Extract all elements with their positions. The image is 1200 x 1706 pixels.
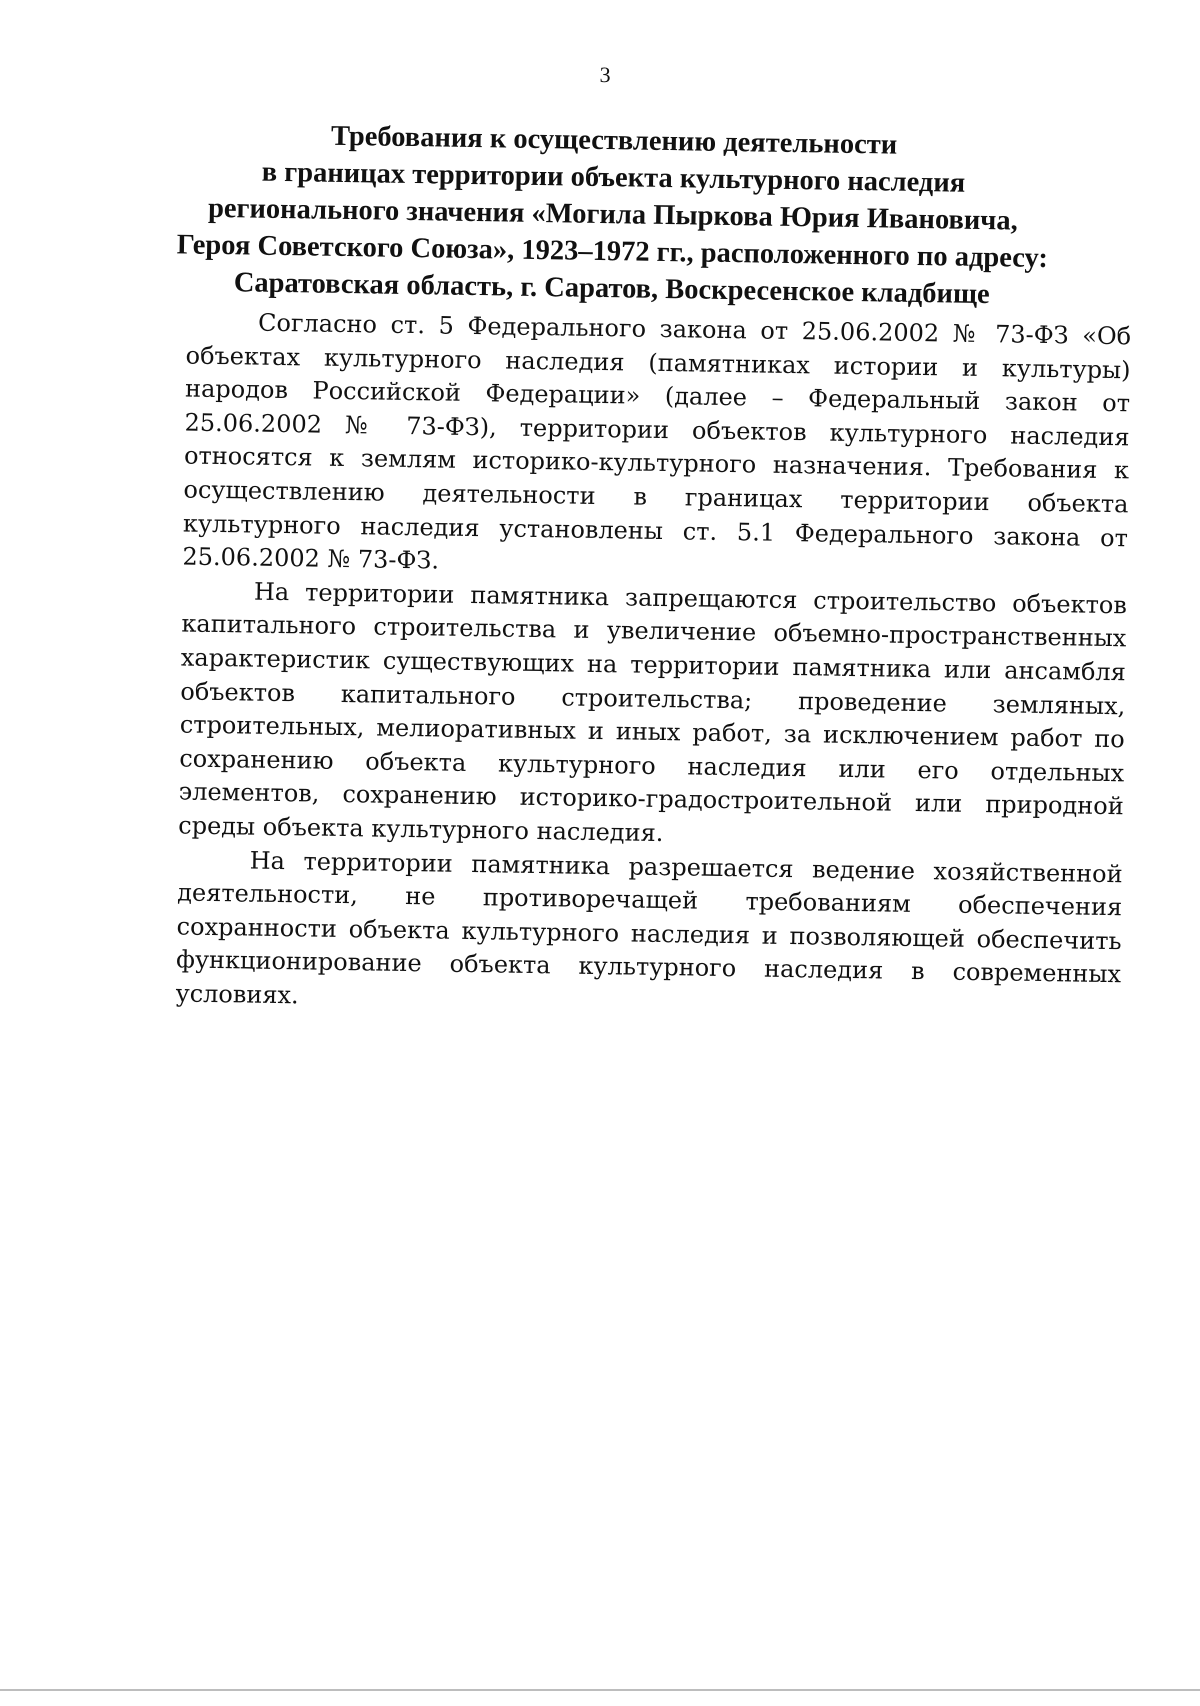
document-body (175, 305, 1131, 1025)
paragraph-permissions: На территории памятника разрешается ведение хозяйственной деятельности, не противоречащей требованиям обеспечения сохранности объекта культурного наследия и позволяющей обеспечить функционирование объекта культурного наследия в современных условиях. (175, 846, 1123, 1010)
title-line: Саратовская область, г. Саратов, Воскресенское кладбище (233, 267, 990, 311)
title-line: в границах территории объекта культурного наследия (261, 156, 966, 199)
document-title (152, 115, 1075, 314)
paragraph-legal-basis: Согласно ст. 5 Федерального закона от 25.06.2002 № 73-ФЗ «Об объектах культурного наследия (памятниках истории и культуры) народов Российской Федерации» (далее – Федеральный закон от 25.06.2002 № 73-ФЗ), территории объектов культурного наследия относятся к землям историко-культурного назначения. Требования к осуществлению деятельности в границах территории объекта культурного наследия установлены ст. 5.1 Федерального закона от 25.06.2002 № 73-ФЗ. (182, 308, 1132, 575)
scan-edge-line (0, 1689, 1200, 1691)
title-line: Требования к осуществлению деятельности (330, 120, 898, 161)
paragraph-prohibitions: На территории памятника запрещаются строительство объектов капитального строительства и увеличение объемно-пространственных характеристик существующих на территории памятника или ансамбля объектов капитального строительства; проведение земляных, строительных, мелиоративных и иных работ, за исключением работ по сохранению объекта культурного наследия или его отдельных элементов, сохранению историко-градостроительной или природной среды объекта культурного наследия. (178, 577, 1128, 847)
page-number: 3 (599, 61, 611, 88)
title-line: Героя Советского Союза», 1923–1972 гг., расположенного по адресу: (176, 229, 1049, 275)
title-line: регионального значения «Могила Пыркова Юрия Ивановича, (207, 192, 1018, 237)
